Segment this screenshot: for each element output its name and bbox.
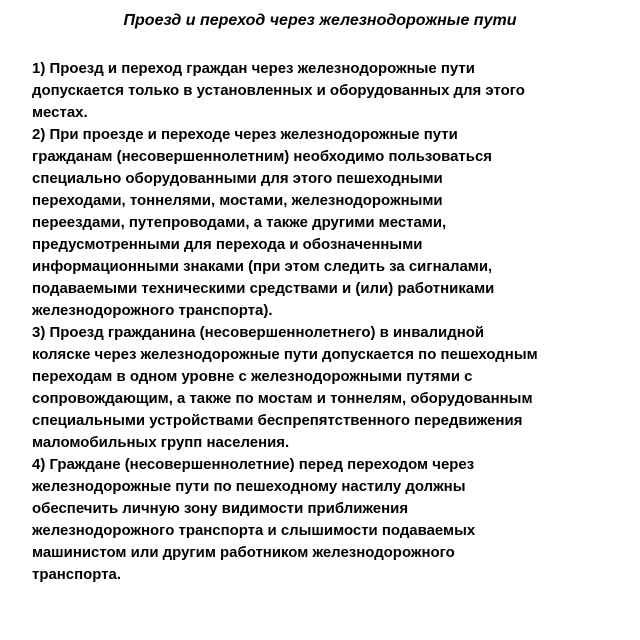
text-line: переходам в одном уровне с железнодорожными путями с	[32, 368, 473, 385]
text-line: гражданам (несовершеннолетним) необходимо пользоваться	[32, 148, 492, 165]
paragraph-1	[32, 58, 632, 124]
text-line: специальными устройствами беспрепятственного передвижения	[32, 412, 523, 429]
text-line: 3) Проезд гражданина (несовершеннолетнего) в инвалидной	[32, 324, 485, 341]
text-line: сопровождающим, а также по мостам и тоннелям, оборудованным	[32, 390, 533, 407]
text-line: транспорта.	[32, 566, 122, 583]
text-line: переходами, тоннелями, мостами, железнодорожными	[32, 192, 443, 209]
text-line: железнодорожного транспорта).	[32, 302, 273, 319]
text-line: 4) Граждане (несовершеннолетние) перед переходом через	[32, 456, 475, 473]
text-line: переездами, путепроводами, а также другими местами,	[32, 214, 447, 231]
text-line: обеспечить личную зону видимости приближения	[32, 500, 409, 517]
document-title: Проезд и переход через железнодорожные пути	[123, 12, 517, 29]
text-line: железнодорожного транспорта и слышимости подаваемых	[32, 522, 476, 539]
text-line: железнодорожные пути по пешеходному настилу должны	[32, 478, 466, 495]
text-line: подаваемыми техническими средствами и (или) работниками	[32, 280, 495, 297]
text-line: информационными знаками (при этом следить за сигналами,	[32, 258, 493, 275]
text-line: маломобильных групп населения.	[32, 434, 290, 451]
text-line: коляске через железнодорожные пути допускается по пешеходным	[32, 346, 538, 363]
paragraph-4	[32, 454, 632, 586]
text-line: предусмотренными для перехода и обозначенными	[32, 236, 423, 253]
paragraph-2	[32, 124, 632, 322]
document-body	[32, 58, 632, 586]
text-line: машинистом или другим работником железнодорожного	[32, 544, 455, 561]
text-line: местах.	[32, 104, 88, 121]
text-line: 2) При проезде и переходе через железнодорожные пути	[32, 126, 458, 143]
text-line: 1) Проезд и переход граждан через железнодорожные пути	[32, 60, 475, 77]
paragraph-3	[32, 322, 632, 454]
text-line: допускается только в установленных и оборудованных для этого	[32, 82, 525, 99]
text-line: специально оборудованными для этого пешеходными	[32, 170, 443, 187]
